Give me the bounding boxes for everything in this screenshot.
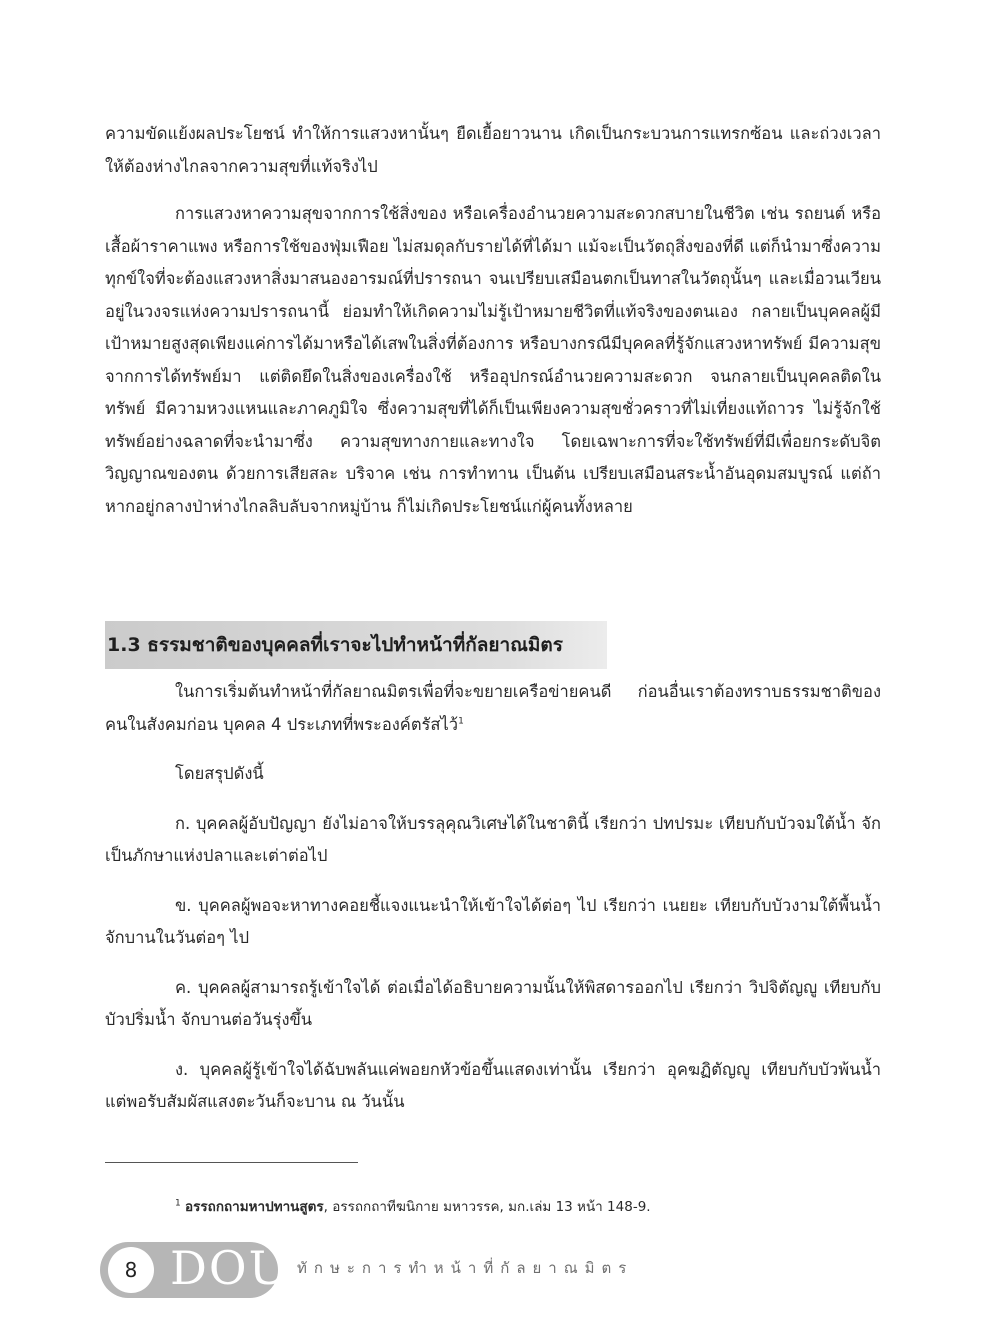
section-body [105,676,881,1119]
main-block [105,198,881,523]
summary-paragraph: โดยสรุปดังนี้ [175,764,264,783]
footnote [175,1195,875,1217]
section-heading-bar [105,621,607,669]
list-item-ngo: ง. บุคคลผู้รู้เข้าใจได้ฉับพลันแค่พอยกหัวข้อขึ้นแสดงเท่านั้น เรียกว่า อุคฆฏิตัญญู เทียบกับบัวพ้นน้ำ แต่พอรับสัมผัสแสงตะวันก็จะบาน ณ วันนั้น [105,1059,881,1111]
footnote-title: อรรถกถามหาปทานสูตร [185,1199,324,1215]
footnote-reference[interactable]: 1 [458,716,464,726]
dou-logo: DOU [170,1241,290,1295]
section-intro-text: ในการเริ่มต้นทำหน้าที่กัลยาณมิตรเพื่อที่จะขยายเครือข่ายคนดี ก่อนอื่นเราต้องทราบธรรมชาติของคนในสังคมก่อน บุคคล 4 ประเภทที่พระองค์ตรัสไว้ [105,682,881,734]
section-heading: 1.3 ธรรมชาติของบุคคลที่เราจะไปทำหน้าที่กัลยาณมิตร [107,634,563,656]
footnote-divider [105,1162,358,1163]
footnote-text: , อรรถกถาทีฆนิกาย มหาวรรค, มก.เล่ม 13 หน้า 148-9. [323,1199,651,1215]
footnote-marker: 1 [175,1198,181,1209]
page-number: 8 [108,1247,154,1293]
list-item-kho: ข. บุคคลผู้พอจะหาทางคอยชี้แจงแนะนำให้เข้าใจได้ต่อๆ ไป เรียกว่า เนยยะ เทียบกับบัวงามใต้พื้นน้ำจักบานในวันต่อๆ ไป [105,895,881,947]
intro-block [105,118,881,183]
page-footer [100,1238,900,1298]
book-title: ทักษะการทำหน้าที่กัลยาณมิตร [297,1259,634,1277]
intro-paragraph: ความขัดแย้งผลประโยชน์ ทำให้การแสวงหานั้นๆ ยืดเยื้อยาวนาน เกิดเป็นกระบวนการแทรกซ้อน และถ่วงเวลาให้ต้องห่างไกลจากความสุขที่แท้จริงไป [105,124,881,176]
list-item-ka: ก. บุคคลผู้อับปัญญา ยังไม่อาจให้บรรลุคุณวิเศษได้ในชาตินี้ เรียกว่า ปทปรมะ เทียบกับบัวจมใต้น้ำ จักเป็นภักษาแห่งปลาและเต่าต่อไป [105,813,881,865]
section-intro-paragraph [105,676,881,741]
main-paragraph: การแสวงหาความสุขจากการใช้สิ่งของ หรือเครื่องอำนวยความสะดวกสบายในชีวิต เช่น รถยนต์ หรือเสื้อผ้าราคาแพง หรือการใช้ของฟุ่มเฟือย ไม่สมดุลกับรายได้ที่ได้มา แม้จะเป็นวัตถุสิ่งของที่ดี แต่ก็นำมาซึ่งความทุกข์ใจที่จะต้องแสวงหาสิ่งมาสนองอารมณ์ที่ปรารถนา จนเปรียบเสมือนตกเป็นทาสในวัตถุนั้นๆ และเมื่อวนเวียนอยู่ในวงจรแห่งความปรารถนานี้ ย่อมทำให้เกิดความไม่รู้เป้าหมายชีวิตที่แท้จริงของตนเอง กลายเป็นบุคคลผู้มีเป้าหมายสูงสุดเพียงแค่การได้มาหรือได้เสพในสิ่งที่ต้องการ หรือบางกรณีมีบุคคลที่รู้จักแสวงหาทรัพย์ มีความสุขจากการได้ทรัพย์มา แต่ติดยึดในสิ่งของเครื่องใช้ หรืออุปกรณ์อำนวยความสะดวก จนกลายเป็นบุคคลติดในทรัพย์ มีความหวงแหนและภาคภูมิใจ ซึ่งความสุขที่ได้ก็เป็นเพียงความสุขชั่วคราวที่ไม่เที่ยงแท้ถาวร ไม่รู้จักใช้ทรัพย์อย่างฉลาดที่จะนำมาซึ่ง ความสุขทางกายและทางใจ โดยเฉพาะการที่จะใช้ทรัพย์ที่มีเพื่อยกระดับจิตวิญญาณของตน ด้วยการเสียสละ บริจาค เช่น การทำทาน เป็นต้น เปรียบเสมือนสระน้ำอันอุดมสมบูรณ์ แต่ถ้าหากอยู่กลางป่าห่างไกลลิบลับจากหมู่บ้าน ก็ไม่เกิดประโยชน์แก่ผู้คนทั้งหลาย [105,204,881,516]
list-item-kho-khwai: ค. บุคคลผู้สามารถรู้เข้าใจได้ ต่อเมื่อได้อธิบายความนั้นให้พิสดารออกไป เรียกว่า วิปจิตัญญู เทียบกับบัวปริ่มน้ำ จักบานต่อวันรุ่งขึ้น [105,977,881,1029]
